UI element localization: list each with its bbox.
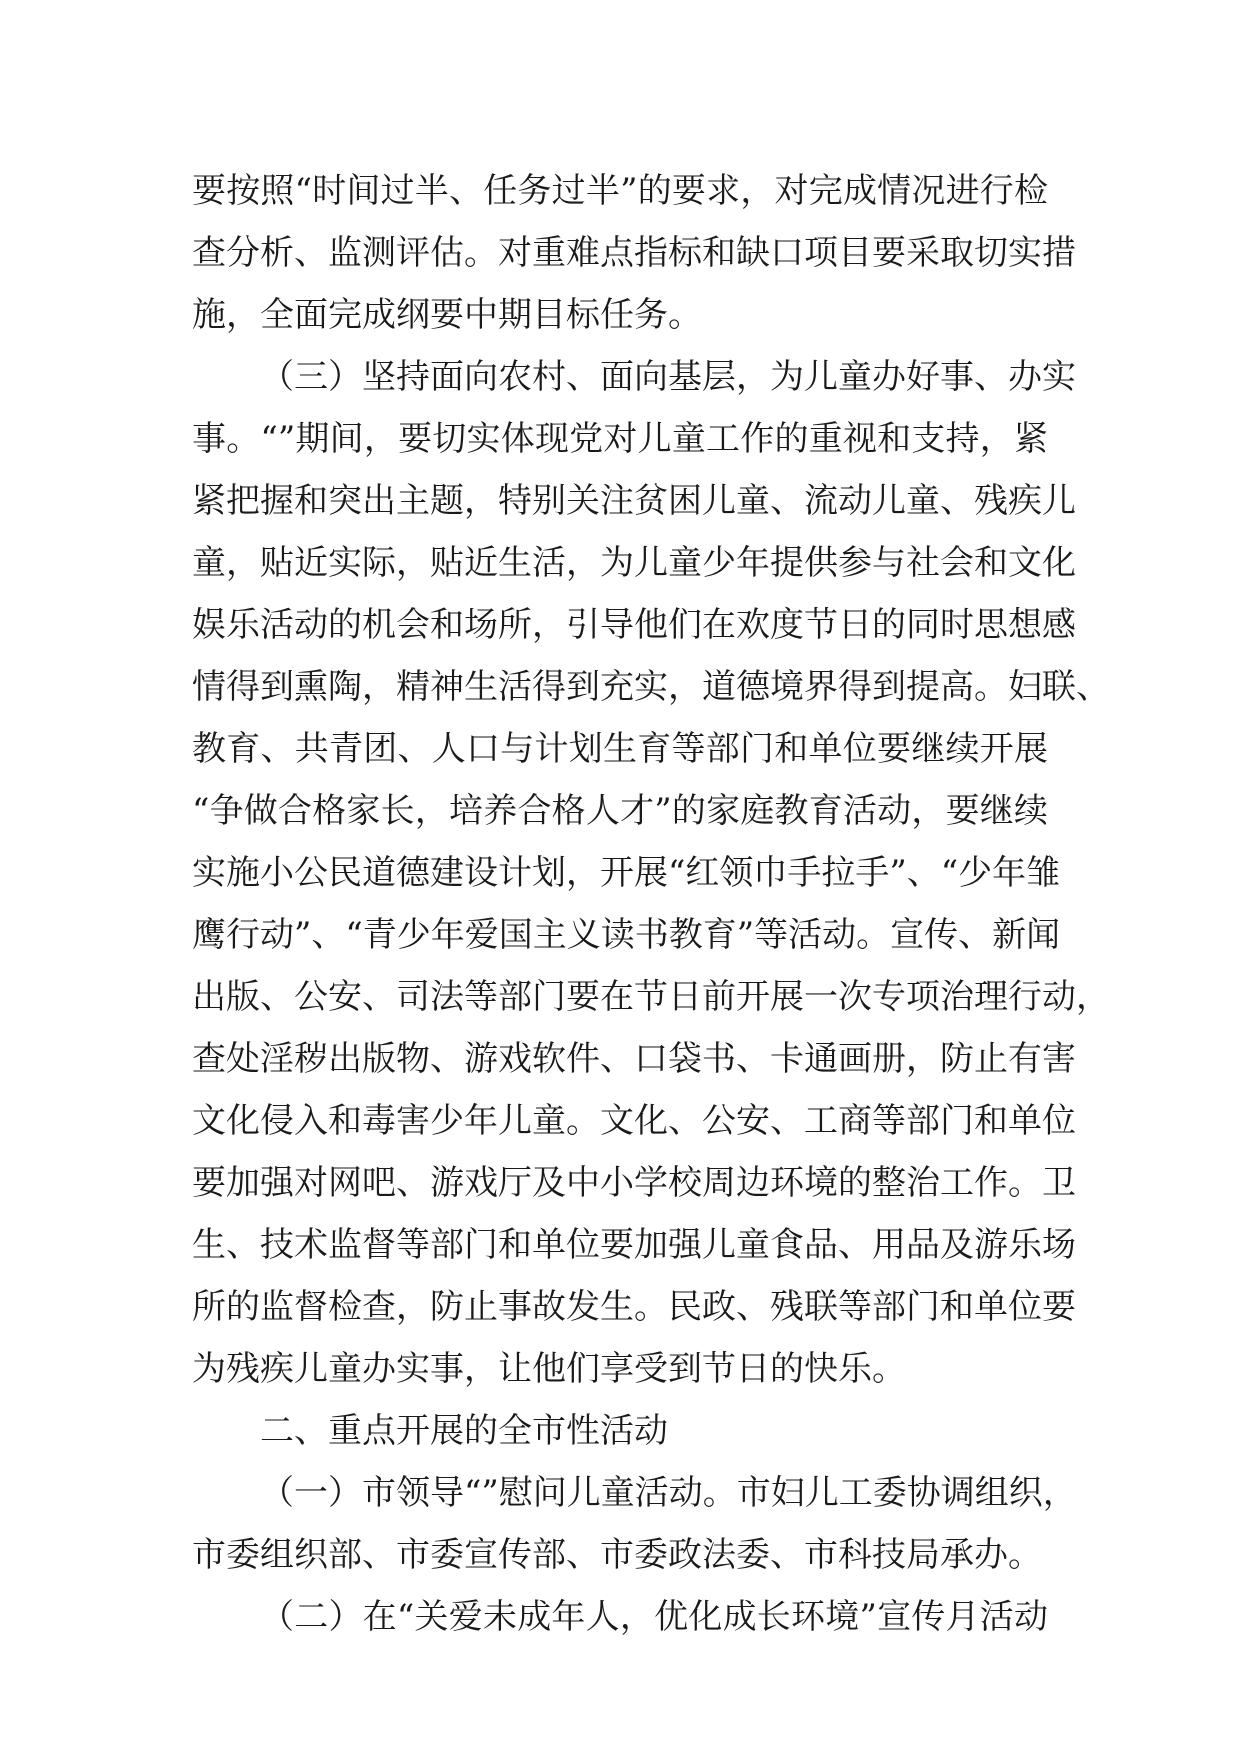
text-line: （一）市领导“”慰问儿童活动。市妇儿工委协调组织，	[260, 1473, 1077, 1513]
text-line: （二）在“关爱未成年人，优化成长环境”宣传月活动	[260, 1597, 1048, 1637]
text-line: 生、技术监督等部门和单位要加强儿童食品、用品及游乐场	[192, 1225, 1076, 1265]
document-body	[192, 160, 1110, 1648]
text-line: 文化侵入和毒害少年儿童。文化、公安、工商等部门和单位	[192, 1101, 1076, 1141]
text-line: 事。“”期间，要切实体现党对儿童工作的重视和支持，紧	[192, 419, 1048, 459]
text-line: 为残疾儿童办实事，让他们享受到节日的快乐。	[192, 1349, 906, 1389]
text-line: 童，贴近实际，贴近生活，为儿童少年提供参与社会和文化	[192, 543, 1076, 583]
text-line: 要按照“时间过半、任务过半”的要求，对完成情况进行检	[192, 171, 1048, 211]
text-line: 鹰行动”、“青少年爱国主义读书教育”等活动。宣传、新闻	[192, 915, 1061, 955]
text-line: 市委组织部、市委宣传部、市委政法委、市科技局承办。	[192, 1535, 1042, 1575]
text-line: 教育、共青团、人口与计划生育等部门和单位要继续开展	[192, 729, 1048, 769]
text-line: 所的监督检查，防止事故发生。民政、残联等部门和单位要	[192, 1287, 1076, 1327]
text-line: 紧把握和突出主题，特别关注贫困儿童、流动儿童、残疾儿	[192, 481, 1076, 521]
text-line: 情得到熏陶，精神生活得到充实，道德境界得到提高。妇联、	[192, 667, 1110, 707]
text-line: “争做合格家长，培养合格人才”的家庭教育活动，要继续	[192, 791, 1048, 831]
text-line: （三）坚持面向农村、面向基层，为儿童办好事、办实	[260, 357, 1076, 397]
text-line: 实施小公民道德建设计划，开展“红领巾手拉手”、“少年雏	[192, 853, 1061, 893]
text-line: 查分析、监测评估。对重难点指标和缺口项目要采取切实措	[192, 233, 1076, 273]
text-line: 查处淫秽出版物、游戏软件、口袋书、卡通画册，防止有害	[192, 1039, 1076, 1079]
text-line: 娱乐活动的机会和场所，引导他们在欢度节日的同时思想感	[192, 605, 1076, 645]
section-heading: 二、重点开展的全市性活动	[260, 1411, 668, 1451]
text-line: 施，全面完成纲要中期目标任务。	[192, 295, 702, 335]
text-line: 要加强对网吧、游戏厅及中小学校周边环境的整治工作。卫	[192, 1163, 1076, 1203]
text-line: 出版、公安、司法等部门要在节日前开展一次专项治理行动，	[192, 977, 1110, 1017]
